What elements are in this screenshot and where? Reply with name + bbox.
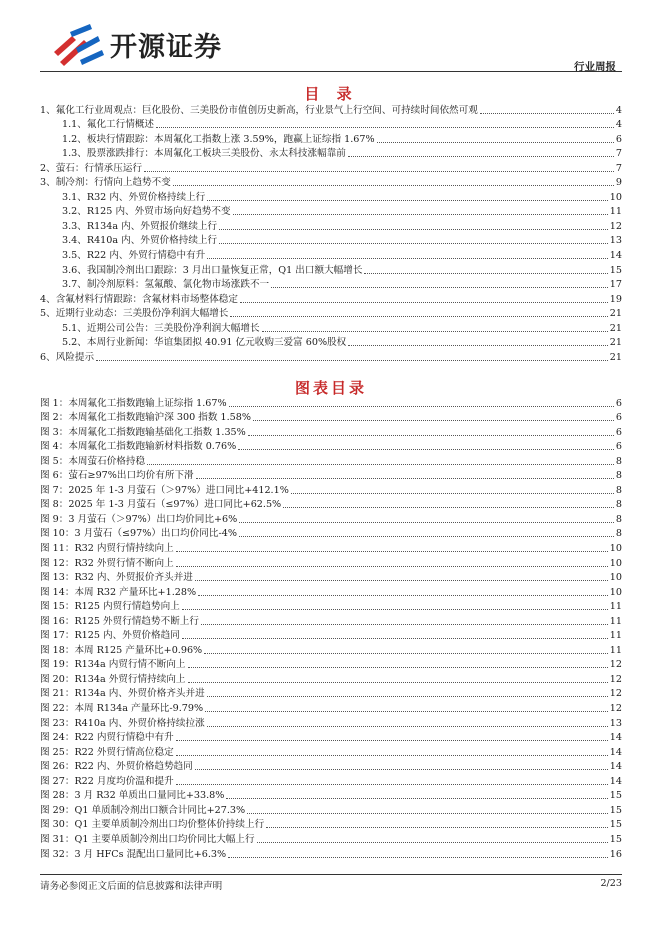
figure-list-title: 图表目录 — [294, 379, 367, 397]
figure-entry[interactable] — [40, 613, 622, 628]
figure-entry-page: 14 — [609, 775, 622, 787]
figure-leader-dots — [247, 813, 608, 814]
figure-leader-dots — [239, 522, 614, 523]
toc-leader-dots — [233, 214, 608, 215]
figure-entry-text: 本周 R32 产量环比+1.28% — [74, 586, 197, 598]
figure-entry[interactable] — [40, 540, 622, 555]
toc-entry-page: 19 — [609, 293, 622, 305]
figure-entry-page: 11 — [609, 615, 622, 627]
toc-entry[interactable] — [40, 102, 622, 117]
figure-entry-label: 图 13： — [40, 572, 75, 584]
figure-entry-text: 本周 R125 产量环比+0.96% — [74, 644, 203, 656]
figure-entry-label: 图 30： — [40, 819, 75, 831]
figure-entry-label: 图 10： — [40, 528, 75, 540]
figure-leader-dots — [253, 420, 614, 421]
toc-entry-text: 氟化工行情概述 — [86, 119, 155, 131]
figure-entry[interactable] — [40, 686, 622, 701]
figure-entry-label: 图 11： — [40, 543, 75, 555]
toc-entry-text: 制冷剂：行情向上趋势不变 — [55, 177, 171, 189]
figure-leader-dots — [239, 536, 614, 537]
toc-leader-dots — [364, 273, 607, 274]
toc-entry[interactable] — [40, 291, 622, 306]
toc-entry-number: 1.3、 — [62, 148, 87, 160]
figure-leader-dots — [198, 595, 608, 596]
figure-entry-label: 图 14： — [40, 586, 75, 598]
figure-entry[interactable] — [40, 453, 622, 468]
toc-entry[interactable] — [40, 204, 622, 219]
figure-entry-label: 图 24： — [40, 732, 75, 744]
toc-leader-dots — [348, 156, 614, 157]
toc-entry-text: 板块行情跟踪：本周氟化工指数上涨 3.59%，跑赢上证综指 1.67% — [86, 133, 375, 145]
figure-entry-page: 10 — [609, 557, 622, 569]
figure-leader-dots — [176, 755, 608, 756]
figure-entry-text: Q1 单质制冷剂出口额合计同比+27.3% — [74, 804, 246, 816]
toc-leader-dots — [144, 171, 614, 172]
figure-entry-text: 本周萤石价格持稳 — [68, 455, 146, 467]
toc-entry[interactable] — [40, 320, 622, 335]
figure-entry-text: R134a 内贸行情不断向上 — [74, 659, 186, 671]
figure-entry[interactable] — [40, 846, 622, 861]
toc-entry-text: R134a 内、外贸报价继续上行 — [86, 220, 218, 232]
page-number: 2/23 — [600, 878, 622, 889]
figure-entry-page: 8 — [615, 484, 622, 496]
figure-leader-dots — [195, 580, 608, 581]
toc-entry[interactable] — [40, 262, 622, 277]
figure-entry-label: 图 6： — [40, 470, 69, 482]
figure-leader-dots — [201, 624, 608, 625]
figure-entry-page: 14 — [609, 746, 622, 758]
figure-entry-label: 图 23： — [40, 717, 75, 729]
footer-divider — [40, 874, 622, 875]
figure-leader-dots — [204, 653, 608, 654]
toc-entry-text: R32 内、外贸价格持续上行 — [86, 191, 206, 203]
figure-entry[interactable] — [40, 410, 622, 425]
toc-entry-page: 13 — [609, 235, 622, 247]
figure-leader-dots — [257, 842, 608, 843]
figure-entry-page: 12 — [609, 673, 622, 685]
figure-entry-text: 3 月萤石（＞97%）出口均价同比+6% — [68, 513, 238, 525]
figure-entry-page: 14 — [609, 761, 622, 773]
figure-entry-text: Q1 主要单质制冷剂出口均价同比大幅上行 — [74, 833, 255, 845]
figure-entry[interactable] — [40, 570, 622, 585]
toc-entry[interactable] — [40, 146, 622, 161]
figure-entry-page: 12 — [609, 688, 622, 700]
figure-entry-text: R134a 外贸行情持续向上 — [74, 673, 186, 685]
toc-entry-number: 3.7、 — [62, 279, 87, 291]
toc-entry[interactable] — [40, 306, 622, 321]
figure-entry-label: 图 26： — [40, 761, 75, 773]
figure-entry[interactable] — [40, 642, 622, 657]
figure-leader-dots — [188, 667, 608, 668]
figure-leader-dots — [228, 857, 608, 858]
figure-leader-dots — [196, 478, 614, 479]
toc-entry-page: 11 — [609, 206, 622, 218]
figure-leader-dots — [283, 507, 614, 508]
figure-leader-dots — [176, 566, 608, 567]
toc-entry-text: 风险提示 — [55, 351, 95, 363]
toc-entry-number: 6、 — [40, 351, 56, 363]
logo-text: 开源证券 — [110, 31, 222, 63]
report-type-label: 行业周报 — [574, 61, 616, 73]
figure-entry-page: 10 — [609, 586, 622, 598]
figure-entry[interactable] — [40, 584, 622, 599]
toc-entry-page: 7 — [615, 148, 622, 160]
figure-entry-label: 图 27： — [40, 775, 75, 787]
figure-entry-label: 图 20： — [40, 673, 75, 685]
toc-leader-dots — [262, 331, 608, 332]
toc-entry-text: 近期公司公告：三美股份净利润大幅增长 — [86, 322, 260, 334]
figure-leader-dots — [182, 609, 608, 610]
figure-leader-dots — [176, 551, 608, 552]
figure-entry[interactable] — [40, 628, 622, 643]
toc-entry-number: 3.5、 — [62, 250, 87, 262]
figure-entry-label: 图 9： — [40, 513, 69, 525]
figure-leader-dots — [147, 464, 614, 465]
figure-entry[interactable] — [40, 744, 622, 759]
toc-entry-page: 10 — [609, 191, 622, 203]
toc-entry-page: 21 — [609, 322, 622, 334]
figure-entry-page: 8 — [615, 455, 622, 467]
toc-entry-number: 3.1、 — [62, 191, 87, 203]
toc-entry-text: R22 内、外贸行情稳中有升 — [86, 250, 206, 262]
figure-entry-text: R32 内贸行情持续向上 — [74, 543, 174, 555]
figure-entry-page: 14 — [609, 732, 622, 744]
toc-entry[interactable] — [40, 335, 622, 350]
figure-entry-label: 图 1： — [40, 397, 69, 409]
toc-leader-dots — [480, 113, 614, 114]
figure-entry-text: R22 外贸行情高位稳定 — [74, 746, 174, 758]
figure-entry-text: 本周氟化工指数跑输上证综指 1.67% — [68, 397, 227, 409]
figure-entry-page: 10 — [609, 572, 622, 584]
figure-entry-text: 萤石≥97%出口均价有所下滑 — [68, 470, 194, 482]
toc-entry-text: R125 内、外贸市场向好趋势不变 — [86, 206, 231, 218]
toc-entry[interactable] — [40, 349, 622, 364]
figure-entry-label: 图 19： — [40, 659, 75, 671]
toc-entry[interactable] — [40, 175, 622, 190]
toc-entry-number: 3.2、 — [62, 206, 87, 218]
figure-leader-dots — [248, 435, 614, 436]
toc-entry-text: 股票涨跌排行：本周氟化工板块三美股份、永太科技涨幅靠前 — [86, 148, 346, 160]
toc-entry-page: 21 — [609, 337, 622, 349]
toc-entry-page: 6 — [615, 133, 622, 145]
figure-entry-label: 图 25： — [40, 746, 75, 758]
figure-entry[interactable] — [40, 657, 622, 672]
figure-entry-page: 8 — [615, 528, 622, 540]
toc-entry-text: 我国制冷剂出口跟踪：3 月出口量恢复正常，Q1 出口额大幅增长 — [86, 264, 363, 276]
figure-entry-label: 图 5： — [40, 455, 69, 467]
figure-entry-page: 12 — [609, 659, 622, 671]
toc-entry-page: 21 — [609, 351, 622, 363]
figure-entry-label: 图 17： — [40, 630, 75, 642]
figure-entry-text: 3 月萤石（≤97%）出口均价同比-4% — [74, 528, 237, 540]
figure-entry-text: 3 月 R32 单质出口量同比+33.8% — [74, 790, 225, 802]
toc-entry[interactable] — [40, 189, 622, 204]
figure-entry-page: 12 — [609, 703, 622, 715]
toc-leader-dots — [240, 302, 608, 303]
figure-entry-text: 本周氟化工指数跑输新材料指数 0.76% — [68, 441, 237, 453]
figure-entry-label: 图 32： — [40, 848, 75, 860]
figure-entry[interactable] — [40, 831, 622, 846]
figure-entry[interactable] — [40, 715, 622, 730]
toc-leader-dots — [207, 200, 608, 201]
figure-entry-page: 13 — [609, 717, 622, 729]
figure-entry-text: 本周 R134a 产量环比-9.79% — [74, 703, 204, 715]
figure-leader-dots — [207, 726, 608, 727]
toc-entry-text: 氟化工行业周观点：巨化股份、三美股份市值创历史新高，行业景气上行空间、可持续时间依然可观 — [55, 104, 478, 116]
toc-entry-page: 9 — [615, 177, 622, 189]
toc-entry-number: 5、 — [40, 308, 56, 320]
figure-entry-label: 图 29： — [40, 804, 75, 816]
toc-entry-number: 3.4、 — [62, 235, 87, 247]
figure-entry-text: 3 月 HFCs 混配出口量同比+6.3% — [74, 848, 227, 860]
figure-entry-page: 8 — [615, 470, 622, 482]
figure-entry-label: 图 8： — [40, 499, 69, 511]
figure-entry-label: 图 7： — [40, 484, 69, 496]
figure-entry-page: 6 — [615, 412, 622, 424]
figure-entry-page: 15 — [609, 790, 622, 802]
figure-entry-page: 6 — [615, 397, 622, 409]
toc-entry[interactable] — [40, 218, 622, 233]
figure-entry-label: 图 4： — [40, 441, 69, 453]
toc-entry-page: 12 — [609, 220, 622, 232]
toc-entry-page: 4 — [615, 104, 622, 116]
figure-entry-text: R125 外贸行情趋势不断上行 — [74, 615, 199, 627]
figure-leader-dots — [207, 696, 608, 697]
figure-entry-text: R125 内贸行情趋势向上 — [74, 601, 180, 613]
toc-entry-page: 15 — [609, 264, 622, 276]
figure-entry-label: 图 31： — [40, 833, 75, 845]
toc-entry-number: 3.6、 — [62, 264, 87, 276]
figure-entry-label: 图 15： — [40, 601, 75, 613]
figure-entry[interactable] — [40, 468, 622, 483]
figure-entry[interactable] — [40, 759, 622, 774]
toc-leader-dots — [96, 360, 608, 361]
toc-entry-number: 5.2、 — [62, 337, 87, 349]
figure-entry[interactable] — [40, 497, 622, 512]
figure-entry[interactable] — [40, 773, 622, 788]
figure-entry-text: R22 月度均价温和提升 — [74, 775, 174, 787]
toc-entry[interactable] — [40, 160, 622, 175]
figure-entry-label: 图 21： — [40, 688, 75, 700]
figure-entry-page: 10 — [609, 543, 622, 555]
footer-disclaimer: 请务必参阅正文后面的信息披露和法律声明 — [40, 881, 223, 892]
figure-leader-dots — [266, 827, 608, 828]
figure-entry[interactable] — [40, 817, 622, 832]
toc-entry-text: 含氟材料行情跟踪：含氟材料市场整体稳定 — [55, 293, 238, 305]
figure-entry-label: 图 28： — [40, 790, 75, 802]
figure-entry-text: Q1 主要单质制冷剂出口均价整体价持续上行 — [74, 819, 265, 831]
toc-leader-dots — [156, 127, 614, 128]
toc-entry-number: 1、 — [40, 104, 56, 116]
figure-entry-label: 图 12： — [40, 557, 75, 569]
figure-entry-text: 本周氟化工指数跑输沪深 300 指数 1.58% — [68, 412, 251, 424]
company-logo — [50, 22, 222, 66]
figure-entry[interactable] — [40, 599, 622, 614]
figure-leader-dots — [188, 682, 608, 683]
figure-entry-text: 2025 年 1-3 月萤石（＞97%）进口同比+412.1% — [68, 484, 289, 496]
toc-entry-text: 本周行业新闻：华谊集团拟 40.91 亿元收购三爱富 60%股权 — [86, 337, 347, 349]
toc-entry-text: R410a 内、外贸价格持续上行 — [86, 235, 218, 247]
figure-entry[interactable] — [40, 730, 622, 745]
figure-entry[interactable] — [40, 439, 622, 454]
figure-entry-page: 15 — [609, 833, 622, 845]
figure-leader-dots — [229, 406, 614, 407]
toc-entry-number: 5.1、 — [62, 322, 87, 334]
toc-leader-dots — [348, 345, 608, 346]
figure-entry-text: 本周氟化工指数跑输基础化工指数 1.35% — [68, 426, 246, 438]
figure-entry-text: R22 内贸行情稳中有升 — [74, 732, 174, 744]
figure-entry[interactable] — [40, 555, 622, 570]
figure-leader-dots — [176, 740, 608, 741]
toc-leader-dots — [219, 243, 608, 244]
figure-entry-label: 图 22： — [40, 703, 75, 715]
figure-list — [40, 395, 622, 861]
figure-leader-dots — [176, 784, 608, 785]
figure-entry[interactable] — [40, 526, 622, 541]
figure-entry-text: R134a 内、外贸价格齐头并进 — [74, 688, 205, 700]
figure-entry-text: 2025 年 1-3 月萤石（≤97%）进口同比+62.5% — [68, 499, 282, 511]
toc-entry-number: 4、 — [40, 293, 56, 305]
toc-entry[interactable] — [40, 233, 622, 248]
toc-entry-number: 3、 — [40, 177, 56, 189]
toc-entry-text: 萤石：行情承压运行 — [55, 162, 143, 174]
toc-leader-dots — [271, 287, 608, 288]
figure-entry-text: R32 外贸行情不断向上 — [74, 557, 174, 569]
toc-entry-number: 2、 — [40, 162, 56, 174]
logo-mark-icon — [50, 22, 106, 66]
figure-entry-page: 6 — [615, 426, 622, 438]
toc-entry-text: 制冷剂原料：氢氟酸、氯化物市场涨跌不一 — [86, 279, 270, 291]
figure-entry-page: 11 — [609, 630, 622, 642]
figure-entry[interactable] — [40, 482, 622, 497]
toc-entry-page: 4 — [615, 119, 622, 131]
figure-entry-page: 8 — [615, 513, 622, 525]
figure-entry-label: 图 3： — [40, 426, 69, 438]
figure-entry-page: 6 — [615, 441, 622, 453]
figure-entry[interactable] — [40, 700, 622, 715]
toc-entry-page: 17 — [609, 279, 622, 291]
toc-entry-number: 1.2、 — [62, 133, 87, 145]
toc-leader-dots — [377, 142, 614, 143]
toc-entry[interactable] — [40, 247, 622, 262]
toc-entry-page: 21 — [609, 308, 622, 320]
toc-leader-dots — [219, 229, 608, 230]
figure-entry-label: 图 2： — [40, 412, 69, 424]
figure-entry[interactable] — [40, 395, 622, 410]
figure-entry-text: R22 内、外贸价格趋势趋同 — [74, 761, 193, 773]
figure-leader-dots — [195, 769, 608, 770]
figure-entry-page: 11 — [609, 601, 622, 613]
toc-list — [40, 102, 622, 364]
figure-entry-text: R410a 内、外贸价格持续拉涨 — [74, 717, 205, 729]
page-header — [40, 18, 622, 72]
toc-entry-number: 3.3、 — [62, 220, 87, 232]
figure-leader-dots — [226, 798, 607, 799]
figure-entry-page: 15 — [609, 804, 622, 816]
figure-entry-page: 11 — [609, 644, 622, 656]
figure-entry[interactable] — [40, 671, 622, 686]
figure-entry-label: 图 16： — [40, 615, 75, 627]
figure-entry[interactable] — [40, 511, 622, 526]
header-divider — [40, 71, 622, 72]
toc-title: 目 录 — [304, 85, 358, 103]
figure-leader-dots — [205, 711, 608, 712]
toc-entry[interactable] — [40, 277, 622, 292]
figure-leader-dots — [182, 638, 608, 639]
figure-entry[interactable] — [40, 802, 622, 817]
toc-leader-dots — [173, 185, 614, 186]
figure-entry[interactable] — [40, 424, 622, 439]
toc-entry-text: 近期行业动态：三美股份净利润大幅增长 — [55, 308, 229, 320]
figure-entry-label: 图 18： — [40, 644, 75, 656]
toc-entry-page: 14 — [609, 250, 622, 262]
figure-entry[interactable] — [40, 788, 622, 803]
figure-leader-dots — [238, 449, 614, 450]
toc-leader-dots — [230, 316, 607, 317]
figure-entry-text: R32 内、外贸报价齐头并进 — [74, 572, 193, 584]
toc-leader-dots — [207, 258, 608, 259]
figure-leader-dots — [291, 493, 614, 494]
toc-entry-page: 7 — [615, 162, 622, 174]
figure-entry-page: 16 — [609, 848, 622, 860]
figure-entry-text: R125 内、外贸价格趋同 — [74, 630, 180, 642]
figure-entry-page: 8 — [615, 499, 622, 511]
toc-entry[interactable] — [40, 131, 622, 146]
toc-entry[interactable] — [40, 117, 622, 132]
toc-entry-number: 1.1、 — [62, 119, 87, 131]
figure-entry-page: 15 — [609, 819, 622, 831]
